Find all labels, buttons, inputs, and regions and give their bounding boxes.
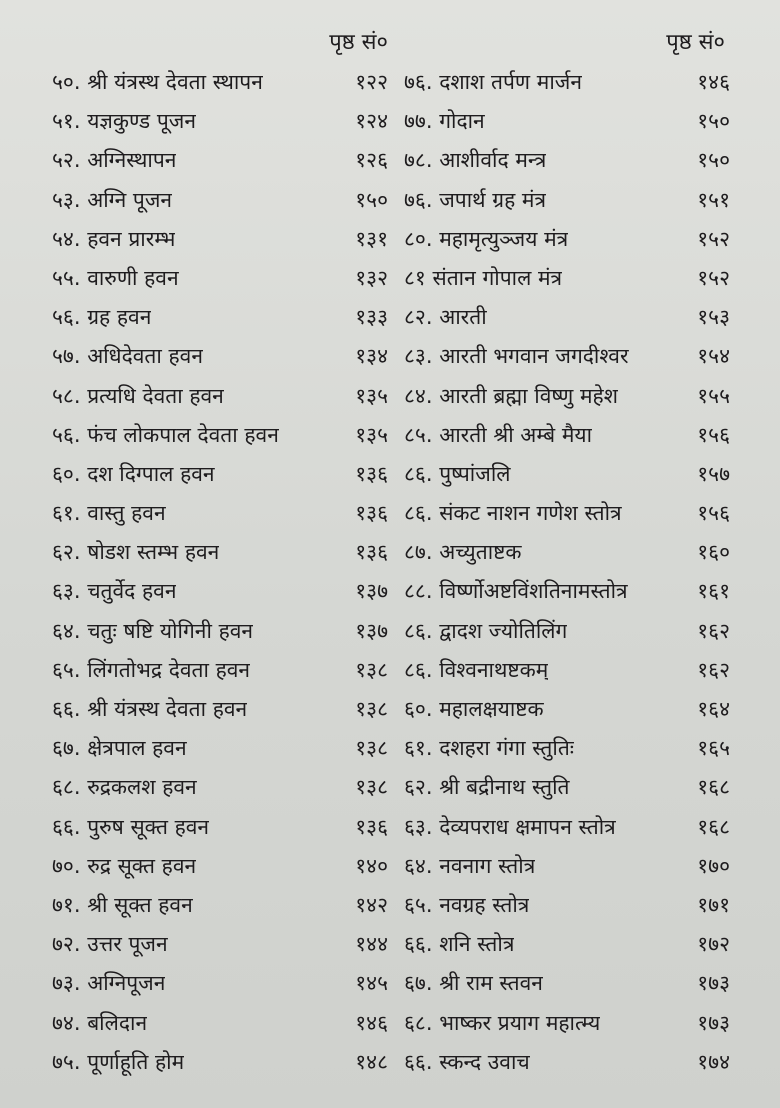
toc-entry [404,460,730,499]
toc-entry-page-number: १३१ [355,226,388,251]
toc-entry-title: ६६. पुरुष सूक्त हवन [52,814,210,839]
toc-entry-page-number: १६८ [697,814,730,839]
toc-entry-title: ५६. फंच लोकपाल देवता हवन [52,422,279,447]
toc-entry-title: ६८. रुद्रकलश हवन [52,775,197,800]
toc-entry [404,68,730,107]
toc-entry-page-number: १६५ [697,736,730,761]
toc-entry [404,186,730,225]
toc-entry [52,421,388,460]
toc-entry-title: ७२. उत्तर पूजन [52,932,168,957]
toc-entry [404,382,730,421]
toc-entry [404,1048,730,1087]
toc-entry-title: ८६. द्वादश ज्योतिलिंग [404,618,568,643]
toc-entry-page-number: १४५ [355,971,388,996]
toc-entry-title: ६०. महालक्षयाष्टक [404,697,544,721]
toc-entry-page-number: १३८ [355,775,388,800]
right-page-no-header: पृष्ठ सं० [666,30,725,55]
toc-entry [52,382,388,421]
toc-entry-title: ८८. विर्ष्णोअष्टविंशतिनामस्तोत्र [404,579,628,604]
toc-entry-page-number: १६१ [697,579,730,604]
toc-entry [404,107,730,146]
toc-entry-title: ५८. प्रत्यधि देवता हवन [52,383,224,408]
toc-entry-title: ५०. श्री यंत्रस्थ देवता स्थापन [52,70,263,94]
toc-entry-page-number: १५६ [697,422,730,447]
toc-entry [404,342,730,381]
toc-entry-title: ५५. वारुणी हवन [52,265,179,290]
toc-entry-title: ६३. देव्यपराध क्षमापन स्तोत्र [404,814,616,839]
toc-entry-page-number: १५५ [697,383,730,408]
toc-entry-page-number: १४४ [355,932,388,957]
toc-entry-page-number: १७० [697,853,730,878]
toc-entry-title: ७४. बलिदान [52,1010,148,1035]
toc-entry [404,538,730,577]
toc-entry-title: ६०. दश दिग्पाल हवन [52,461,215,486]
toc-entry [404,1009,730,1048]
toc-entry-page-number: १५० [355,187,388,212]
toc-entry-title: ८१ संतान गोपाल मंत्र [404,265,563,290]
toc-entry-title: ७८. आशीर्वाद मन्त्र [404,148,547,173]
toc-entry-title: ६५. लिंगतोभद्र देवता हवन [52,657,251,682]
toc-entry [52,68,388,107]
toc-entry-page-number: १२४ [355,109,388,134]
toc-entry-page-number: १३५ [355,383,388,408]
toc-entry-page-number: १३६ [355,501,388,526]
toc-entry [52,146,388,185]
toc-entry-page-number: १३७ [355,579,388,604]
toc-entry-page-number: १६२ [697,657,730,682]
toc-entry-title: ६६. श्री यंत्रस्थ देवता हवन [52,697,248,721]
toc-entry-page-number: १७१ [697,892,730,917]
toc-entry-title: ८५. आरती श्री अम्बे मैया [404,422,593,447]
toc-entry-title: ७६. जपार्थ ग्रह मंत्र [404,187,547,212]
toc-entry-page-number: १३८ [355,697,388,721]
toc-entry [52,891,388,930]
toc-entry-title: ६४. चतुः षष्टि योगिनी हवन [52,618,254,643]
toc-entry [52,264,388,303]
toc-entry-title: ६१. वास्तु हवन [52,501,166,526]
toc-entry-page-number: १४६ [355,1010,388,1035]
toc-entry [52,303,388,342]
toc-entry [52,225,388,264]
toc-entry [52,1048,388,1087]
toc-entry-page-number: १३८ [355,736,388,761]
toc-entry-page-number: १५० [697,109,730,134]
toc-entry-title: ७७. गोदान [404,109,485,134]
toc-entry-page-number: १२२ [355,70,388,94]
toc-entry-page-number: १३७ [355,618,388,643]
toc-entry-title: ७१. श्री सूक्त हवन [52,892,193,917]
toc-entry [52,577,388,616]
toc-entry [404,499,730,538]
toc-entry-page-number: १६० [697,540,730,565]
toc-entry-title: ५१. यज्ञकुण्ड पूजन [52,109,197,134]
toc-entry-title: ५३. अग्नि पूजन [52,187,173,212]
toc-entry-page-number: १५२ [697,265,730,290]
toc-entry-title: ७५. पूर्णाहूति होम [52,1049,185,1074]
right-toc-column [404,68,730,1087]
toc-entry-title: ६३. चतुर्वेद हवन [52,579,177,604]
toc-entry-title: ८०. महामृत्युञ्जय मंत्र [404,226,569,251]
toc-entry [404,695,730,734]
toc-entry-title: ८४. आरती ब्रह्मा विष्णु महेश [404,383,618,408]
toc-entry-title: ६७. श्री राम स्तवन [404,971,543,996]
toc-entry [404,577,730,616]
toc-entry [404,891,730,930]
toc-entry-title: ८६. संकट नाशन गणेश स्तोत्र [404,501,622,526]
toc-entry-page-number: १२६ [355,148,388,173]
toc-entry-title: ५४. हवन प्रारम्भ [52,226,176,251]
toc-entry-title: ६७. क्षेत्रपाल हवन [52,736,187,761]
toc-entry-title: ७६. दशाश तर्पण मार्जन [404,70,583,94]
column-headers [0,26,780,62]
toc-entry-page-number: १७४ [697,1049,730,1074]
toc-entry-page-number: १६४ [697,697,730,721]
toc-entry-page-number: १४२ [355,892,388,917]
toc-entry-title: ७३. अग्निपूजन [52,971,166,996]
toc-entry [52,617,388,656]
toc-entry [52,186,388,225]
left-toc-column [52,68,388,1087]
toc-entry-title: ६६. स्कन्द उवाच [404,1049,530,1074]
toc-entry-page-number: १४८ [355,1049,388,1074]
toc-entry-page-number: १५६ [697,501,730,526]
toc-entry-page-number: १३५ [355,422,388,447]
toc-entry [52,342,388,381]
toc-entry [52,499,388,538]
toc-entry-page-number: १५२ [697,226,730,251]
toc-entry [404,773,730,812]
toc-entry [404,421,730,460]
toc-entry [52,460,388,499]
toc-entry-title: ६८. भाष्कर प्रयाग महात्म्य [404,1010,601,1035]
toc-entry-title: ६४. नवनाग स्तोत्र [404,853,536,878]
toc-entry-title: ५७. अधिदेवता हवन [52,344,203,369]
toc-entry-page-number: १३८ [355,657,388,682]
toc-entry-page-number: १५३ [697,305,730,330]
toc-entry [52,852,388,891]
toc-entry-title: ६१. दशहरा गंगा स्तुतिः [404,736,575,761]
toc-entry [404,225,730,264]
toc-entry [52,538,388,577]
toc-entry-title: ८६. विश्वनाथष्टकम् [404,657,549,682]
toc-entry [52,734,388,773]
toc-entry [404,656,730,695]
toc-entry-page-number: १४६ [697,70,730,94]
toc-entry [52,969,388,1008]
toc-entry-page-number: १३३ [355,305,388,330]
toc-entry [404,264,730,303]
toc-entry [404,930,730,969]
toc-entry-title: ५२. अग्निस्थापन [52,148,177,173]
toc-entry [52,1009,388,1048]
toc-entry-page-number: १५१ [697,187,730,212]
toc-entry-page-number: १७३ [697,971,730,996]
toc-entry-title: ६२. श्री बद्रीनाथ स्तुति [404,775,570,800]
left-page-no-header: पृष्ठ सं० [329,30,388,55]
toc-entry [404,303,730,342]
toc-entry-page-number: १३२ [355,265,388,290]
toc-entry [404,813,730,852]
toc-entry [52,107,388,146]
toc-entry-page-number: १७२ [697,932,730,957]
toc-entry-page-number: १३४ [355,344,388,369]
toc-entry-page-number: १३६ [355,540,388,565]
toc-entry-title: ८६. पुष्पांजलि [404,461,511,486]
toc-entry [52,930,388,969]
toc-entry-page-number: १५७ [697,461,730,486]
toc-entry-page-number: १५४ [697,344,730,369]
toc-entry-title: ८३. आरती भगवान जगदीश्वर [404,344,629,369]
toc-entry [404,146,730,185]
toc-entry-page-number: १३६ [355,461,388,486]
toc-entry-page-number: १३६ [355,814,388,839]
toc-entry-page-number: १५० [697,148,730,173]
toc-entry-title: ६६. शनि स्तोत्र [404,932,515,957]
toc-entry [52,773,388,812]
toc-entry-title: ६२. षोडश स्तम्भ हवन [52,540,220,565]
toc-entry-title: ८२. आरती [404,305,487,330]
toc-entry-page-number: १४० [355,853,388,878]
toc-entry-title: ५६. ग्रह हवन [52,305,152,330]
toc-entry [52,695,388,734]
toc-entry [404,852,730,891]
toc-entry-page-number: १७३ [697,1010,730,1035]
toc-entry [52,656,388,695]
toc-entry-title: ७०. रुद्र सूक्त हवन [52,853,197,878]
toc-entry-title: ८७. अच्युताष्टक [404,540,522,565]
toc-entry [404,617,730,656]
toc-entry [404,734,730,773]
toc-entry [404,969,730,1008]
toc-entry-page-number: १६८ [697,775,730,800]
toc-entry-page-number: १६२ [697,618,730,643]
toc-entry-title: ६५. नवग्रह स्तोत्र [404,892,530,917]
toc-entry [52,813,388,852]
